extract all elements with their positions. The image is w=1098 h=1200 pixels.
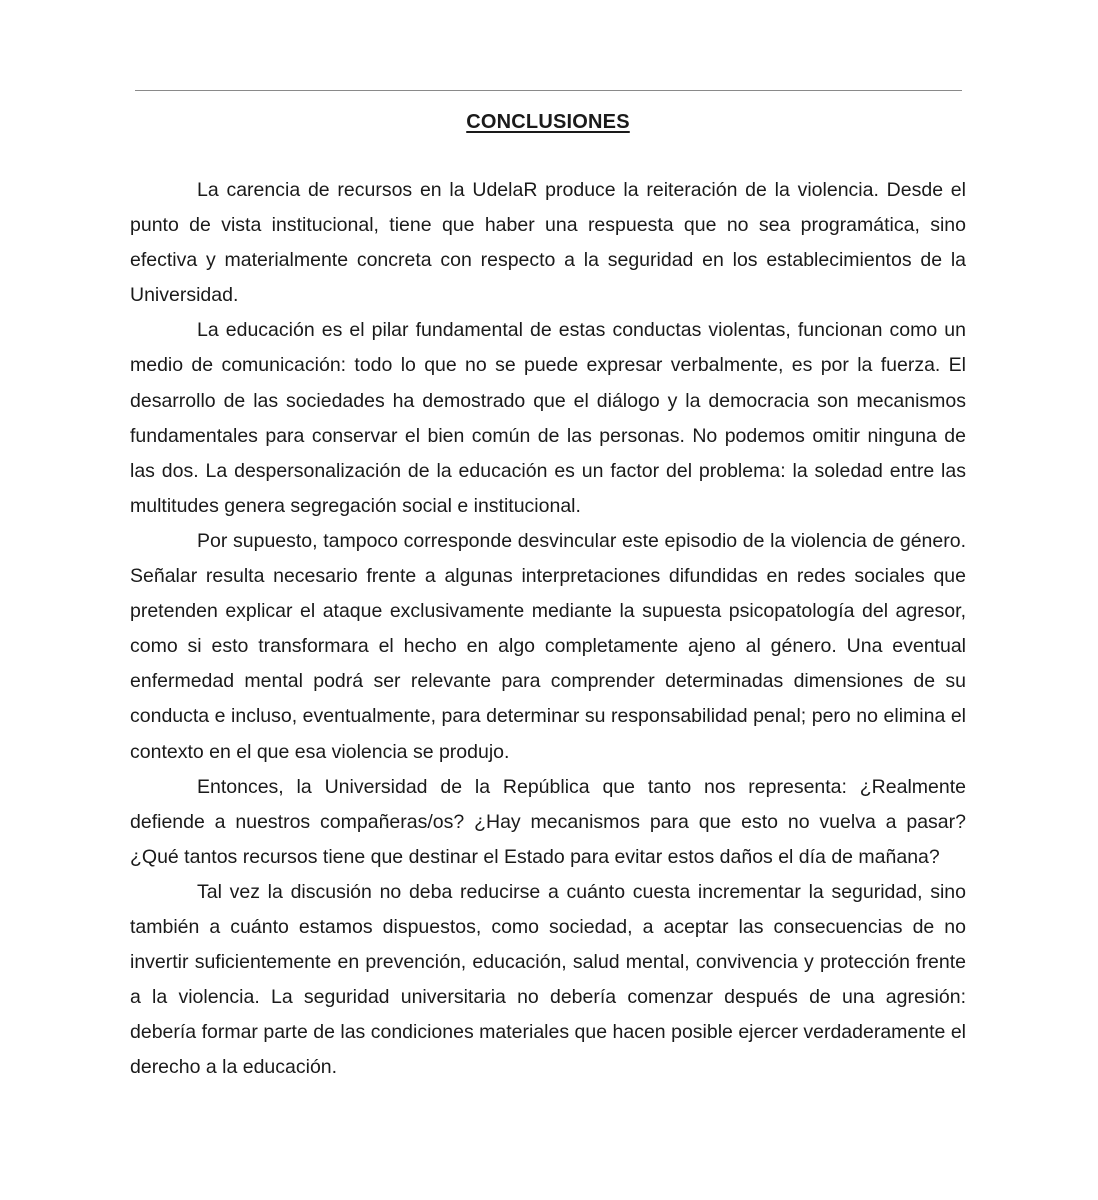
paragraph-3: Por supuesto, tampoco corresponde desvincular este episodio de la violencia de género. Señalar resulta necesario frente a algunas interpretaciones difundidas en redes sociales que pretenden explicar el ataque exclusivamente mediante la supuesta psicopatología del agresor, como si esto transformara el hecho en algo completamente ajeno al género. Una eventual enfermedad mental podrá ser relevante para comprender determinadas dimensiones de su conducta e incluso, eventualmente, para determinar su responsabilidad penal; pero no elimina el contexto en el que esa violencia se produjo. [130, 529, 966, 763]
document-body [130, 173, 966, 1085]
paragraph-2: La educación es el pilar fundamental de estas conductas violentas, funcionan como un medio de comunicación: todo lo que no se puede expresar verbalmente, es por la fuerza. El desarrollo de las sociedades ha demostrado que el diálogo y la democracia son mecanismos fundamentales para conservar el bien común de las personas. No podemos omitir ninguna de las dos. La despersonalización de la educación es un factor del problema: la soledad entre las multitudes genera segregación social e institucional. [130, 319, 966, 517]
paragraph-1: La carencia de recursos en la UdelaR produce la reiteración de la violencia. Desde el punto de vista institucional, tiene que haber una respuesta que no sea programática, sino efectiva y materialmente concreta con respecto a la seguridad en los establecimientos de la Universidad. [130, 179, 966, 307]
section-title: CONCLUSIONES [466, 111, 630, 133]
paragraph-4: Entonces, la Universidad de la República que tanto nos representa: ¿Realmente defiende a nuestros compañeras/os? ¿Hay mecanismos para que esto no vuelva a pasar? ¿Qué tantos recursos tiene que destinar el Estado para evitar estos daños el día de mañana? [130, 775, 966, 868]
header-divider [135, 90, 962, 91]
paragraph-5: Tal vez la discusión no deba reducirse a cuánto cuesta incrementar la seguridad, sino también a cuánto estamos dispuestos, como sociedad, a aceptar las consecuencias de no invertir suficientemente en prevención, educación, salud mental, convivencia y protección frente a la violencia. La seguridad universitaria no debería comenzar después de una agresión: debería formar parte de las condiciones materiales que hacen posible ejercer verdaderamente el derecho a la educación. [130, 880, 966, 1079]
